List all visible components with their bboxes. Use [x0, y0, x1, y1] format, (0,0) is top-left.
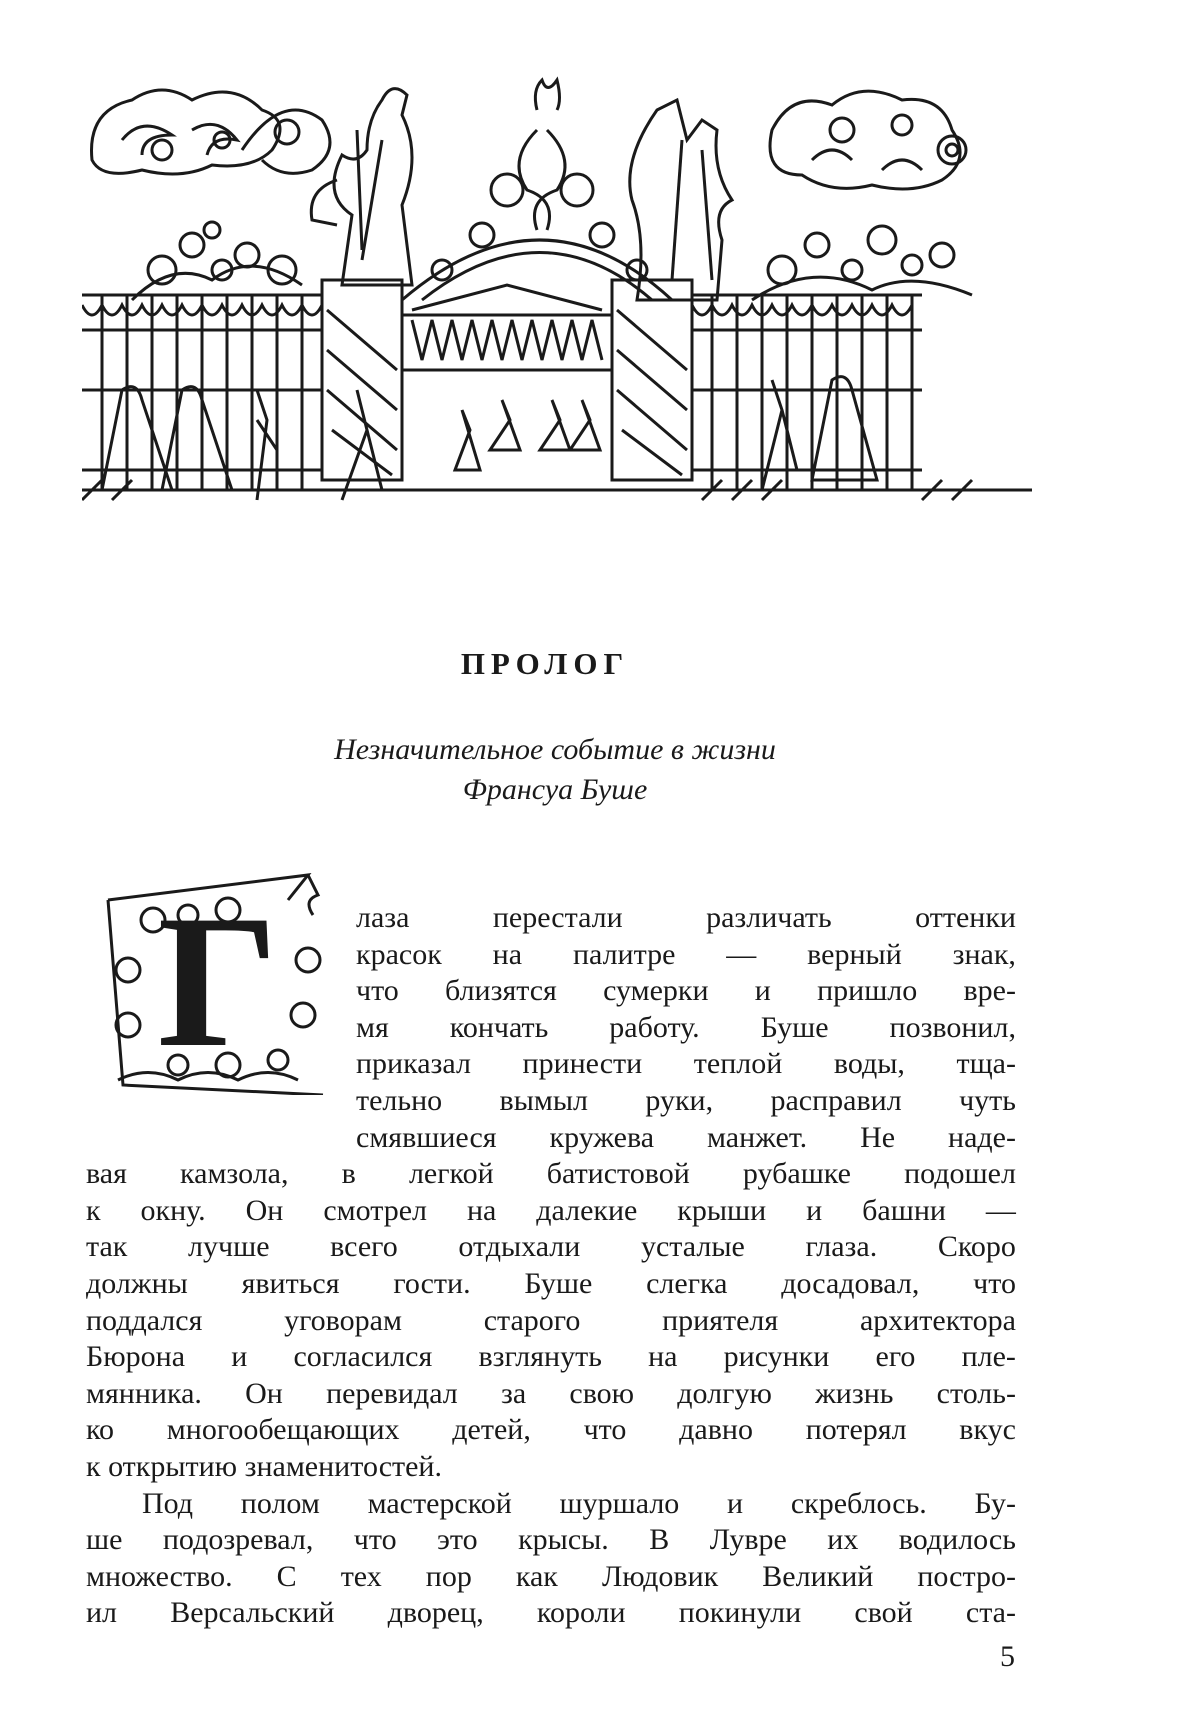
- fence-left: [82, 295, 322, 490]
- subtitle-line: Незначительное событие в жизни: [334, 733, 776, 766]
- text-line: к открытию знаменитостей.: [86, 1449, 442, 1483]
- body-text: [86, 900, 1016, 1632]
- text-line: ил Версальский дворец, короли покинули свой ста-: [86, 1596, 1016, 1630]
- text-line: красок на палитре — верный знак,: [356, 937, 1016, 971]
- cloud-left: [92, 90, 331, 174]
- text-line: вая камзола, в легкой батистовой рубашке подошел: [86, 1157, 1016, 1191]
- text-line: тельно вымыл руки, расправил чуть: [356, 1083, 1016, 1117]
- pillar-right: [612, 280, 692, 480]
- text-line: мя кончать работу. Буше позвонил,: [356, 1010, 1016, 1044]
- text-line: ко многообещающих детей, что давно потерял вкус: [86, 1413, 1016, 1447]
- text-line: мянника. Он перевидал за свою долгую жизнь столь-: [86, 1376, 1016, 1410]
- chapter-title: ПРОЛОГ: [460, 646, 630, 681]
- gate-illustration: [82, 70, 1032, 580]
- palace: [402, 285, 612, 370]
- text-line: множество. С тех пор как Людовик Великий постро-: [86, 1559, 1016, 1593]
- subtitle-line: Франсуа Буше: [462, 773, 648, 806]
- text-line: лаза перестали различать оттенки: [356, 901, 1016, 934]
- text-line: поддался уговорам старого приятеля архитектора: [86, 1303, 1016, 1337]
- text-line: что близятся сумерки и пришло вре-: [356, 974, 1016, 1008]
- cloud-right: [770, 91, 966, 189]
- pillar-left: [322, 280, 402, 480]
- statue-left: [311, 89, 412, 285]
- fence-right: [692, 295, 922, 490]
- drop-cap-letter: Г: [157, 877, 279, 1087]
- text-line: к окну. Он смотрел на далекие крыши и башни —: [86, 1193, 1016, 1227]
- text-line: так лучше всего отдыхали усталые глаза. Скоро: [86, 1230, 1016, 1264]
- text-line: должны явиться гости. Буше слегка досадовал, что: [86, 1266, 1016, 1300]
- fence-ornament-right: [752, 226, 972, 300]
- fence-ornament-left: [132, 222, 302, 300]
- text-line: ше подозревал, что это крысы. В Лувре их водилось: [86, 1523, 1016, 1557]
- text-line: приказал принести теплой воды, тща-: [356, 1047, 1016, 1081]
- statue-right: [630, 100, 732, 300]
- ground: [82, 480, 1032, 500]
- text-line: Под полом мастерской шуршало и скреблось. Бу-: [142, 1486, 1016, 1520]
- text-line: смявшиеся кружева манжет. Не наде-: [356, 1120, 1016, 1154]
- page-number: 5: [1000, 1640, 1015, 1673]
- chapter-subtitle: [0, 730, 1110, 810]
- text-line: Бюрона и согласился взглянуть на рисунки его пле-: [86, 1340, 1016, 1374]
